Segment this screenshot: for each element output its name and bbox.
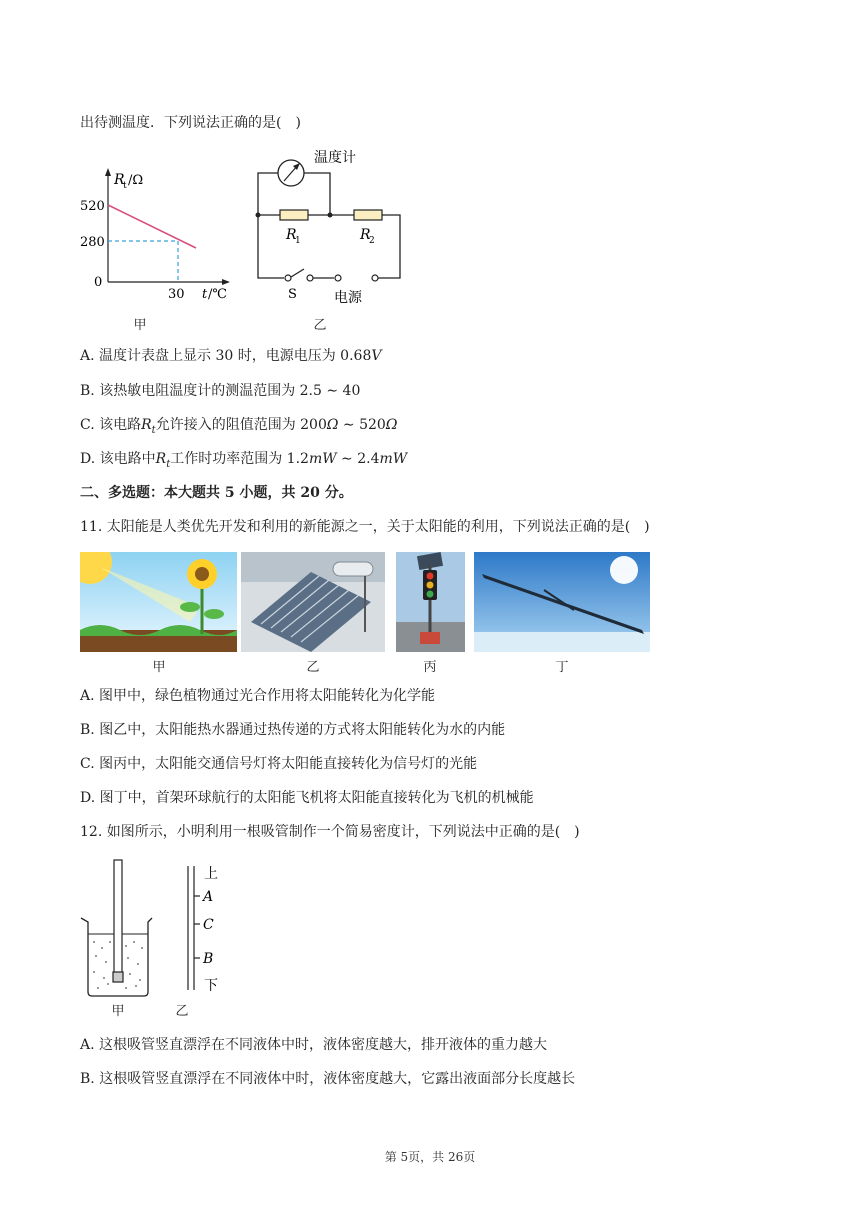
photosynthesis-image <box>80 552 237 652</box>
q10-option-b: B. 该热敏电阻温度计的测温范围为 2.5 ∼ 40 <box>80 383 361 399</box>
q11-caption-yi: 乙 <box>306 660 320 675</box>
q11-option-c: C. 图丙中，太阳能交通信号灯将太阳能直接转化为信号灯的光能 <box>80 756 478 772</box>
graph-ytick-520: 520 <box>80 199 105 214</box>
thermometer-circuit <box>248 145 418 305</box>
scale-top-label: 上 <box>204 866 218 882</box>
q11-stem: 11. 太阳能是人类优先开发和利用的新能源之一，关于太阳能的利用，下列说法正确的是( ) <box>80 519 650 535</box>
circuit-caption: 乙 <box>313 318 327 333</box>
q11-option-d: D. 图丁中，首架环球航行的太阳能飞机将太阳能直接转化为飞机的机械能 <box>80 790 534 806</box>
q10-option-d: D. 该电路中$R_t$工作时功率范围为 1.2mW ∼ 2.4mW <box>80 451 408 470</box>
q11-option-b: B. 图乙中，太阳能热水器通过热传递的方式将太阳能转化为水的内能 <box>80 722 506 738</box>
r1-sub: 1 <box>295 236 301 246</box>
switch-label: S <box>288 287 297 302</box>
graph-ylabel-r: R <box>114 172 125 188</box>
r1-label: R <box>286 227 297 243</box>
r2-sub: 2 <box>369 236 375 246</box>
q12-caption-jia: 甲 <box>111 1004 125 1019</box>
solar-airplane-image <box>474 552 650 652</box>
graph-ylabel-sub: t <box>123 181 127 191</box>
q11-caption-bing: 丙 <box>423 660 437 675</box>
q11-option-a: A. 图甲中，绿色植物通过光合作用将太阳能转化为化学能 <box>80 688 436 704</box>
density-straw-scale-diagram <box>170 860 230 1000</box>
section-multiple-choice-header: 二、多选题：本大题共 5 小题，共 20 分。 <box>80 485 353 501</box>
graph-xlabel-t: t <box>202 287 208 302</box>
q12-option-a: A. 这根吸管竖直漂浮在不同液体中时，液体密度越大，排开液体的重力越大 <box>80 1037 548 1053</box>
q12-stem: 12. 如图所示，小明利用一根吸管制作一个简易密度计，下列说法中正确的是( ) <box>80 824 580 840</box>
graph-xlabel-unit: /℃ <box>208 287 227 302</box>
power-source-label: 电源 <box>334 290 362 305</box>
solar-water-heater-image <box>241 552 385 652</box>
scale-bottom-label: 下 <box>204 978 218 994</box>
q10-option-a: A. 温度计表盘上显示 30 时，电源电压为 0.68V <box>80 348 382 364</box>
meter-label: 温度计 <box>314 150 356 166</box>
graph-ylabel-unit: /Ω <box>128 173 144 188</box>
scale-mark-a: A <box>203 889 214 905</box>
graph-ytick-0: 0 <box>94 275 103 290</box>
q11-caption-ding: 丁 <box>555 660 569 675</box>
q10-option-c: C. 该电路$R_t$允许接入的阻值范围为 200Ω ∼ 520Ω <box>80 417 398 436</box>
page-footer: 第 5页，共 26页 <box>384 1150 476 1164</box>
scale-mark-c: C <box>203 917 214 933</box>
beaker-with-straw-diagram <box>78 856 158 1001</box>
q12-option-b: B. 这根吸管竖直漂浮在不同液体中时，液体密度越大，它露出液面部分长度越长 <box>80 1071 576 1087</box>
solar-traffic-light-image <box>396 552 465 652</box>
resistance-temperature-graph <box>78 162 238 302</box>
q12-caption-yi: 乙 <box>175 1004 189 1019</box>
graph-xtick-30: 30 <box>168 287 185 302</box>
q10-stem-tail: 出待测温度．下列说法正确的是( ) <box>80 115 301 131</box>
graph-caption: 甲 <box>133 318 147 333</box>
r2-label: R <box>360 227 371 243</box>
scale-mark-b: B <box>203 951 214 967</box>
q11-caption-jia: 甲 <box>152 660 166 675</box>
graph-ytick-280: 280 <box>80 235 105 250</box>
